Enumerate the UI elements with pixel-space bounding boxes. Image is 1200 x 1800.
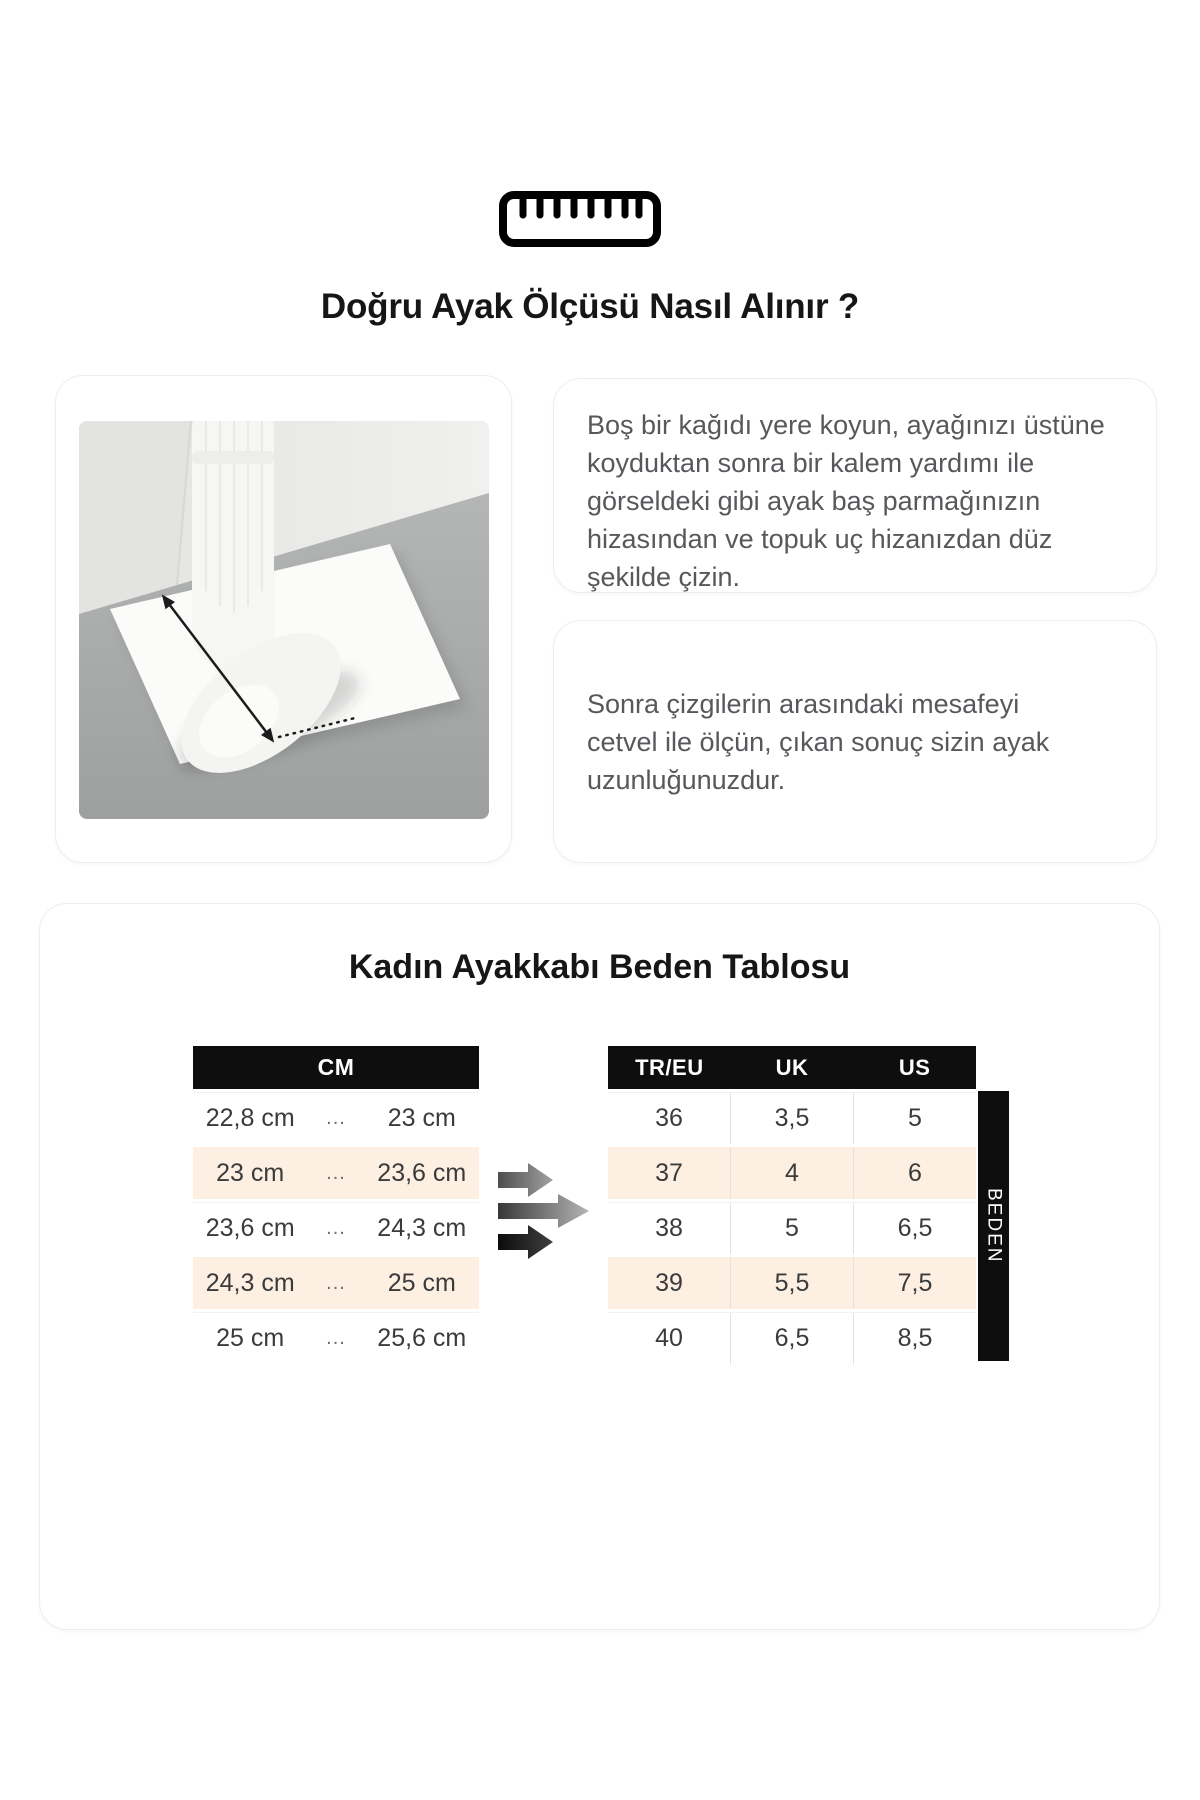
table-row	[608, 1147, 976, 1199]
cm-range-from: 25 cm	[216, 1324, 285, 1352]
table-row	[193, 1147, 479, 1199]
range-dots: ...	[326, 1327, 346, 1349]
instruction-step-2-card	[553, 620, 1157, 863]
instruction-step-1-card	[553, 378, 1157, 593]
size-value: 8,5	[853, 1313, 976, 1364]
table-row	[608, 1092, 976, 1144]
beden-vertical-label: BEDEN	[978, 1091, 1009, 1361]
cm-range-to: 25,6 cm	[377, 1324, 467, 1352]
size-value: 5	[730, 1203, 853, 1254]
instruction-step-1-text: Boş bir kağıdı yere koyun, ayağınızı üstüne koyduktan sonra bir kalem yardımı ile görseldeki gibi ayak baş parmağınızın hizasından ve topuk uç hizanızdan düz şekilde çizin.	[587, 410, 1105, 592]
size-value: 36	[655, 1104, 683, 1132]
range-dots: ...	[326, 1161, 346, 1184]
size-value: 37	[655, 1158, 683, 1187]
size-column-header: US	[898, 1054, 931, 1080]
size-table-card	[39, 903, 1160, 1630]
cm-range-to: 25 cm	[387, 1268, 456, 1297]
cm-range-from: 22,8 cm	[205, 1104, 295, 1132]
size-value: 40	[655, 1324, 683, 1352]
range-dots: ...	[326, 1107, 346, 1129]
range-dots: ...	[326, 1217, 346, 1239]
table-row	[193, 1202, 479, 1254]
table-row	[193, 1257, 479, 1309]
cm-range-to: 24,3 cm	[377, 1214, 467, 1242]
size-table-header-row	[608, 1046, 976, 1089]
size-column-header: TR/EU	[635, 1054, 704, 1080]
range-dots: ...	[326, 1271, 346, 1294]
size-table-title: Kadın Ayakkabı Beden Tablosu	[348, 948, 851, 986]
size-value: 6	[853, 1147, 976, 1199]
cm-range-from: 23,6 cm	[205, 1214, 295, 1242]
foot-measure-photo-card	[55, 375, 512, 863]
cm-range-to: 23,6 cm	[377, 1158, 467, 1187]
table-row	[608, 1257, 976, 1309]
cm-range-to: 23 cm	[387, 1104, 456, 1132]
instruction-step-2-text: Sonra çizgilerin arasındaki mesafeyi cetvel ile ölçün, çıkan sonuç sizin ayak uzunluğunuzdur.	[587, 688, 1050, 795]
size-value: 6,5	[853, 1203, 976, 1254]
size-value: 7,5	[853, 1257, 976, 1309]
table-row	[193, 1312, 479, 1364]
table-row	[608, 1312, 976, 1364]
size-value: 5	[853, 1093, 976, 1144]
size-value: 5,5	[730, 1257, 853, 1309]
cm-range-from: 23 cm	[216, 1158, 285, 1187]
size-value: 39	[655, 1268, 683, 1297]
international-size-table	[608, 1046, 976, 1364]
cm-table-header: CM	[193, 1046, 479, 1089]
cm-range-from: 24,3 cm	[205, 1268, 295, 1297]
foot-measure-illustration	[79, 421, 489, 819]
table-row	[193, 1092, 479, 1144]
ruler-icon	[498, 190, 662, 248]
size-column-header: UK	[775, 1054, 809, 1080]
page-title: Doğru Ayak Ölçüsü Nasıl Alınır ?	[320, 287, 860, 326]
foot-measure-photo	[79, 421, 489, 819]
ruler-icon-svg	[498, 190, 662, 248]
size-value: 38	[655, 1214, 683, 1242]
table-row	[608, 1202, 976, 1254]
size-value: 6,5	[730, 1313, 853, 1364]
size-value: 4	[730, 1147, 853, 1199]
size-value: 3,5	[730, 1093, 853, 1144]
triple-right-arrows-icon	[498, 1158, 593, 1264]
cm-table	[193, 1046, 479, 1364]
